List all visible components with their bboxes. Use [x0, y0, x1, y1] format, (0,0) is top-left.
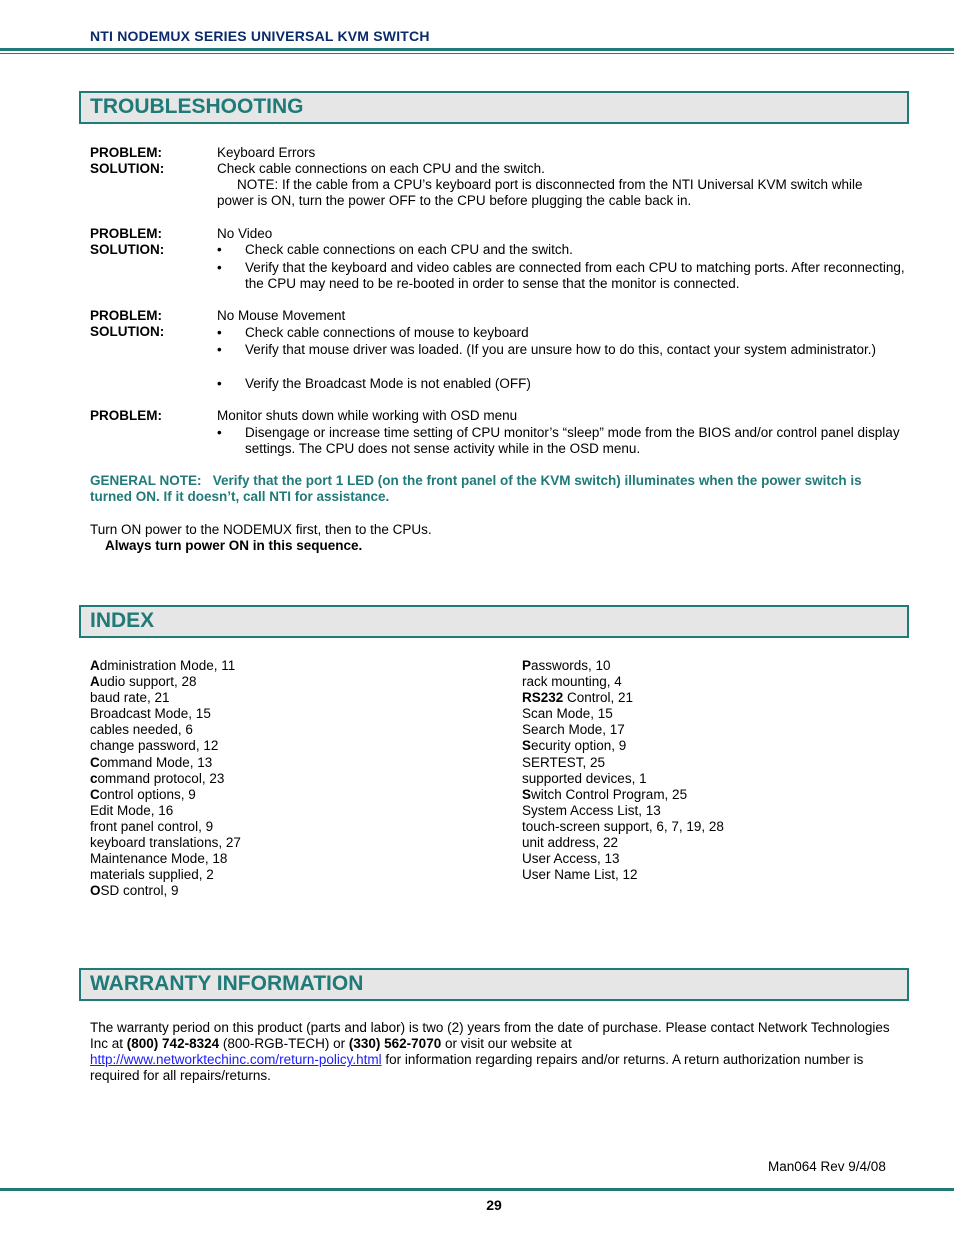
general-note-text: Verify that the port 1 LED (on the front panel of the KVM switch) illuminates when the power switch is turned ON. If it doesn’t, call NTI for assistance. [90, 473, 862, 504]
warranty-text: or visit our website at [441, 1036, 572, 1051]
bullet-text: Verify that the keyboard and video cables are connected from each CPU to matching ports. After reconnecting, the CPU may need to be re-booted in order to sense that the monitor is connected. [245, 260, 905, 291]
index-entry-initial: RS232 [522, 690, 564, 706]
solution-label: SOLUTION: [90, 242, 165, 257]
note-text-line: NOTE: If the cable from a CPU’s keyboard port is disconnected from the NTI Universal KVM switch while [237, 177, 863, 192]
bullet-icon: • [217, 425, 222, 440]
index-column-left [90, 658, 241, 899]
index-entry [90, 883, 241, 899]
index-entry-text: Search Mode, 17 [522, 722, 625, 738]
note-text-line: power is ON, turn the power OFF to the CPU before plugging the cable back in. [217, 193, 692, 208]
problem-label: PROBLEM: [90, 226, 162, 241]
index-entry-initial: A [90, 658, 100, 673]
index-entry [522, 851, 724, 867]
index-entry-text: supported devices, 1 [522, 770, 647, 786]
header-rule-thick [0, 48, 954, 51]
index-entry [522, 771, 724, 787]
index-entry-text: baud rate, 21 [90, 690, 170, 706]
power-sequence-bold: Always turn power ON in this sequence. [105, 538, 363, 553]
index-entry-text: ommand protocol, 23 [97, 770, 225, 786]
warranty-heading: WARRANTY INFORMATION [90, 972, 364, 995]
index-heading: INDEX [90, 609, 155, 632]
index-entry [90, 803, 241, 819]
index-entry-text: witch Control Program, 25 [531, 786, 688, 802]
warranty-text: The warranty period on this product (parts and labor) is two (2) years from the date of purchase. Please contact Network Technologies Inc at [90, 1020, 890, 1051]
running-header-title: NTI NODEMUX SERIES UNIVERSAL KVM SWITCH [90, 28, 430, 44]
index-entry [90, 851, 241, 867]
header-rule-thin [0, 53, 954, 54]
index-entry-initial: S [522, 738, 532, 754]
index-entry-text: Edit Mode, 16 [90, 802, 174, 818]
index-entry [90, 674, 241, 690]
warranty-text: for information regarding repairs and/or returns. A return authorization number is required for all repairs/returns. [90, 1052, 864, 1083]
index-entry-text: asswords, 10 [531, 658, 611, 673]
warranty-heading-box [79, 968, 909, 1001]
solution-label: SOLUTION: [90, 324, 165, 339]
troubleshooting-heading-box [79, 91, 909, 124]
index-entry [522, 738, 724, 754]
index-entry-text: User Access, 13 [522, 851, 620, 867]
index-entry [522, 722, 724, 738]
index-entry [90, 787, 241, 803]
warranty-paragraph [90, 1020, 900, 1084]
index-entry-text: Maintenance Mode, 18 [90, 851, 228, 867]
index-entry [522, 658, 724, 674]
index-entry-initial: S [522, 786, 532, 802]
bullet-text: Check cable connections of mouse to keyboard [245, 325, 529, 340]
index-entry-text: SD control, 9 [100, 883, 179, 899]
troubleshooting-heading: TROUBLESHOOTING [90, 95, 304, 118]
problem-text: No Mouse Movement [217, 308, 346, 323]
phone-number: (330) 562-7070 [348, 1036, 442, 1051]
index-entry [522, 835, 724, 851]
index-entry [90, 690, 241, 706]
index-entry-text: change password, 12 [90, 738, 219, 754]
problem-label: PROBLEM: [90, 408, 162, 423]
general-note-label: GENERAL NOTE: [90, 473, 202, 488]
problem-text: Keyboard Errors [217, 145, 316, 160]
index-entry [522, 787, 724, 803]
index-entry [522, 819, 724, 835]
solution-text: Check cable connections on each CPU and the switch. [217, 161, 545, 176]
index-entry-text: udio support, 28 [99, 674, 197, 690]
page-number: 29 [486, 1197, 502, 1213]
problem-label: PROBLEM: [90, 145, 162, 160]
index-entry [90, 755, 241, 771]
index-entry-initial: O [90, 883, 101, 899]
index-entry [90, 867, 241, 883]
problem-label: PROBLEM: [90, 308, 162, 323]
index-entry [522, 803, 724, 819]
index-entry-initial: C [90, 754, 100, 770]
bullet-text: Disengage or increase time setting of CPU monitor’s “sleep” mode from the BIOS and/or control panel display settings. The CPU does not sense activity while in the OSD menu. [245, 425, 900, 456]
index-entry [90, 771, 241, 787]
general-note [90, 473, 900, 505]
index-entry-text: User Name List, 12 [522, 867, 638, 883]
index-entry-initial: A [90, 674, 100, 690]
problem-text: No Video [217, 226, 273, 241]
bullet-icon: • [217, 376, 222, 391]
index-entry [90, 658, 241, 674]
index-entry-text: rack mounting, 4 [522, 674, 622, 690]
index-entry [522, 690, 724, 706]
index-entry-initial: C [90, 786, 100, 802]
index-entry-text: ecurity option, 9 [531, 738, 627, 754]
index-entry [522, 755, 724, 771]
bullet-text: Check cable connections on each CPU and the switch. [245, 242, 573, 257]
return-policy-link[interactable]: http://www.networktechinc.com/return-policy.html [90, 1052, 382, 1067]
bullet-text: Verify the Broadcast Mode is not enabled (OFF) [245, 376, 531, 391]
index-entry-text: unit address, 22 [522, 835, 619, 851]
index-entry [90, 722, 241, 738]
phone-number: (800) 742-8324 [126, 1036, 220, 1051]
index-entry-text: SERTEST, 25 [522, 754, 606, 770]
index-heading-box [79, 605, 909, 638]
warranty-text: (800-RGB-TECH) or [219, 1036, 349, 1051]
index-entry-text: front panel control, 9 [90, 818, 214, 834]
index-entry [522, 674, 724, 690]
index-entry [90, 819, 241, 835]
index-entry [90, 738, 241, 754]
index-column-right [522, 658, 724, 883]
index-entry-text: dministration Mode, 11 [99, 658, 236, 673]
index-entry [522, 867, 724, 883]
bullet-icon: • [217, 325, 222, 340]
index-entry [522, 706, 724, 722]
index-entry-text: ontrol options, 9 [99, 786, 196, 802]
bullet-text: Verify that mouse driver was loaded. (If you are unsure how to do this, contact your system administrator.) [245, 342, 877, 357]
bullet-icon: • [217, 242, 222, 257]
bullet-icon: • [217, 342, 222, 357]
index-entry [90, 835, 241, 851]
index-entry-text: materials supplied, 2 [90, 867, 214, 883]
index-entry-text: cables needed, 6 [90, 722, 193, 738]
index-entry-text: ommand Mode, 13 [99, 754, 213, 770]
solution-label: SOLUTION: [90, 161, 165, 176]
index-entry-text: Scan Mode, 15 [522, 706, 613, 722]
index-entry-text: Control, 21 [563, 690, 634, 706]
index-entry-text: Broadcast Mode, 15 [90, 706, 211, 722]
index-entry-text: System Access List, 13 [522, 802, 661, 818]
power-sequence-text: Turn ON power to the NODEMUX first, then to the CPUs. [90, 522, 432, 537]
index-entry [90, 706, 241, 722]
problem-text: Monitor shuts down while working with OSD menu [217, 408, 518, 423]
revision-label: Man064 Rev 9/4/08 [768, 1159, 886, 1174]
bullet-icon: • [217, 260, 222, 275]
footer-rule [0, 1188, 954, 1191]
index-entry-text: touch-screen support, 6, 7, 19, 28 [522, 818, 724, 834]
index-entry-text: keyboard translations, 27 [90, 835, 241, 851]
index-entry-initial: c [90, 770, 98, 786]
index-entry-initial: P [522, 658, 532, 673]
